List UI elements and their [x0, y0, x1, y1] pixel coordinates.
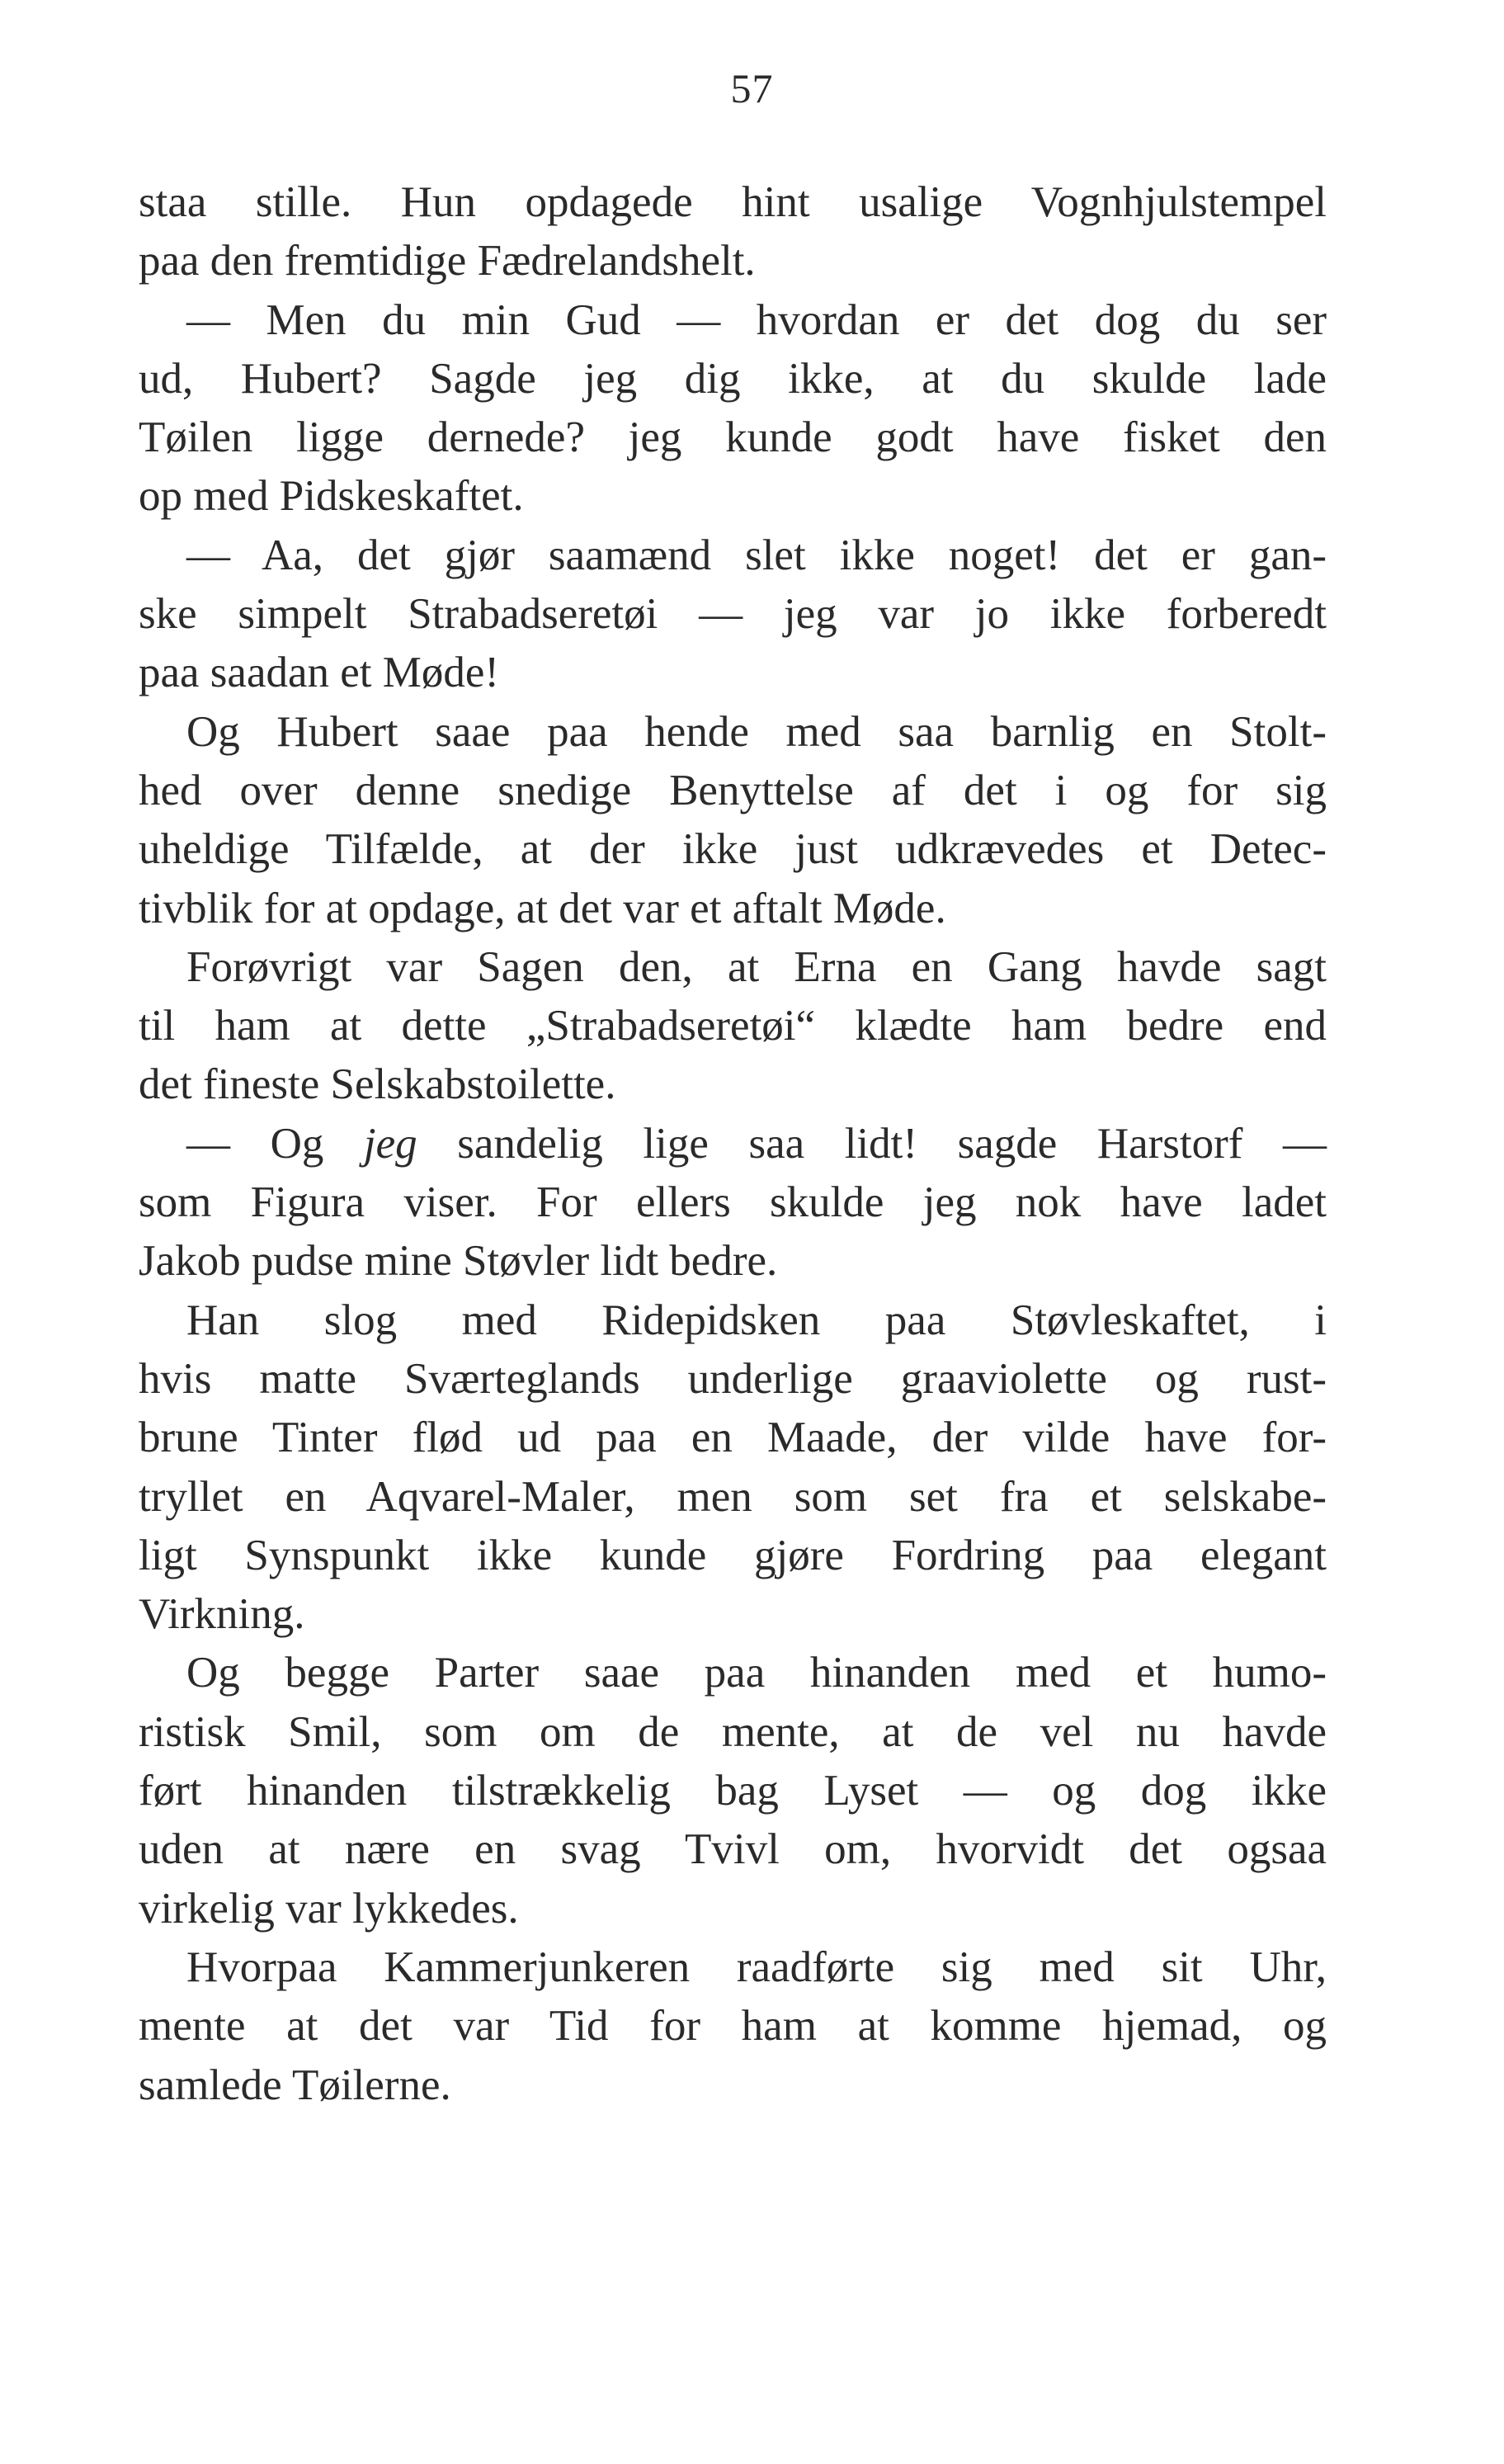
text-line — [139, 1115, 1327, 1173]
text-line: ligt Synspunkt ikke kunde gjøre Fordring paa elegant — [139, 1531, 1327, 1579]
text-line: samlede Tøilerne. — [139, 2060, 451, 2109]
text-line: som Figura viser. For ellers skulde jeg nok have ladet — [139, 1178, 1327, 1227]
text-line: Hvorpaa Kammerjunkeren raadførte sig med sit Uhr, — [186, 1942, 1327, 1991]
text-line: Forøvrigt var Sagen den, at Erna en Gang havde sagt — [186, 942, 1327, 991]
text-line: Og Hubert saae paa hende med saa barnlig en Stolt- — [186, 707, 1327, 756]
text-line: ført hinanden tilstrækkelig bag Lyset — og dog ikke — [139, 1767, 1327, 1815]
text-line: til ham at dette „Strabadseretøi“ klædte ham bedre end — [139, 1002, 1327, 1050]
text-line: Og begge Parter saae paa hinanden med et humo- — [186, 1649, 1327, 1697]
text-line: tryllet en Aqvarel-Maler, men som set fra et selskabe- — [139, 1472, 1327, 1521]
text-line: op med Pidskeskaftet. — [139, 472, 524, 521]
text-line: uheldige Tilfælde, at der ikke just udkrævedes et Detec- — [139, 825, 1327, 874]
text-line: hed over denne snedige Benyttelse af det i og for sig — [139, 766, 1327, 814]
text-line: ske simpelt Strabadseretøi — jeg var jo ikke forberedt — [139, 590, 1327, 639]
text-line: uden at nære en svag Tvivl om, hvorvidt det ogsaa — [139, 1825, 1327, 1874]
text-segment: — Og — [186, 1119, 364, 1168]
text-line: paa saadan et Møde! — [139, 649, 500, 697]
text-line: mente at det var Tid for ham at komme hjemad, og — [139, 2002, 1327, 2051]
text-line: brune Tinter flød ud paa en Maade, der vilde have for- — [139, 1414, 1327, 1462]
text-line: paa den fremtidige Fædrelandshelt. — [139, 237, 756, 286]
text-line: staa stille. Hun opdagede hint usalige Vognhjulstempel — [139, 178, 1327, 226]
text-line: det fineste Selskabstoilette. — [139, 1060, 616, 1109]
text-line: tivblik for at opdage, at det var et aftalt Møde. — [139, 884, 946, 932]
text-line: ristisk Smil, som om de mente, at de vel nu havde — [139, 1707, 1327, 1756]
text-line: ud, Hubert? Sagde jeg dig ikke, at du skulde lade — [139, 354, 1327, 403]
text-segment: sandelig lige saa lidt! sagde Harstorf — — [417, 1119, 1327, 1168]
text-line: Tøilen ligge dernede? jeg kunde godt have fisket den — [139, 413, 1327, 462]
body-text — [139, 173, 1327, 2115]
text-line: Virkning. — [139, 1590, 305, 1639]
text-line: — Aa, det gjør saamænd slet ikke noget! det er gan- — [186, 531, 1327, 579]
text-line: Jakob pudse mine Støvler lidt bedre. — [139, 1237, 778, 1286]
text-line: — Men du min Gud — hvordan er det dog du ser — [186, 295, 1327, 344]
page-number: 57 — [730, 65, 774, 111]
text-line: Han slog med Ridepidsken paa Støvleskaftet, i — [186, 1296, 1327, 1344]
text-line: hvis matte Sværteglands underlige graaviolette og rust- — [139, 1354, 1327, 1403]
text-line: virkelig var lykkedes. — [139, 1884, 519, 1933]
emphasized-word: jeg — [363, 1119, 417, 1168]
